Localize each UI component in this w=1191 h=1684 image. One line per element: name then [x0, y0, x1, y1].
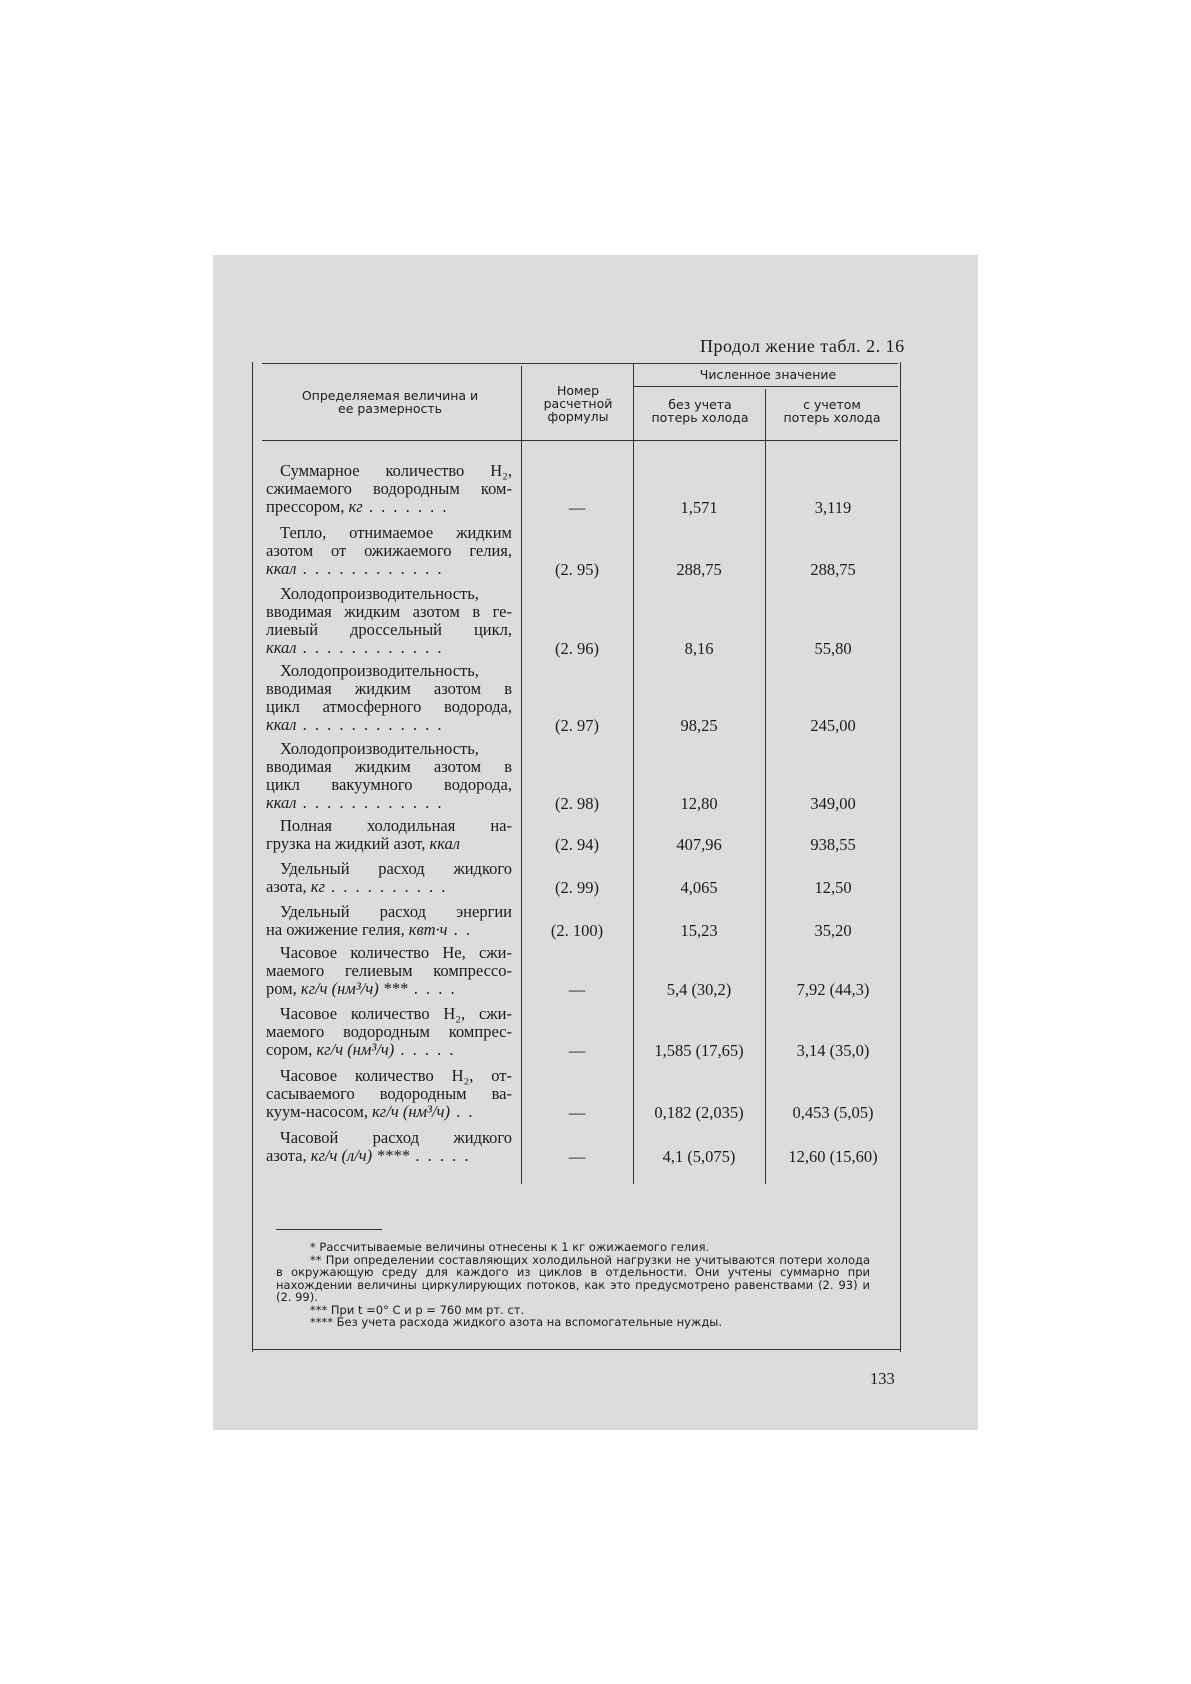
row-label — [266, 860, 512, 896]
row-label-line — [266, 585, 512, 603]
row-label-line — [266, 860, 512, 878]
footnote-4: **** Без учета расхода жидкого азота на вспомогательные нужды. — [310, 1315, 723, 1329]
row-label-text: Удельный расход энергии — [280, 902, 512, 921]
row-value-with-losses: 12,50 — [814, 878, 852, 897]
row-leader-dots: . . . . . — [394, 1040, 456, 1059]
header-without-losses: без учета потерь холода — [651, 397, 749, 425]
row-label-line — [266, 878, 512, 896]
row-value-without-losses: 1,571 — [680, 498, 718, 517]
row-label-text: сжимаемого водородным ком- — [266, 479, 512, 498]
row-leader-dots: . . . . — [407, 979, 457, 998]
row-value-without-losses: 5,4 (30,2) — [666, 980, 732, 999]
row-label-line — [266, 1067, 512, 1085]
header-sub-rule — [634, 386, 898, 387]
row-value-without-losses: 8,16 — [684, 639, 714, 658]
row-value-with-losses: 288,75 — [810, 560, 856, 579]
column-rule-1 — [521, 366, 522, 1184]
row-label — [266, 1129, 512, 1165]
row-label-text: Холодопроизводительность, — [280, 739, 479, 758]
row-label-line — [266, 680, 512, 698]
row-unit: ккал — [266, 559, 297, 578]
row-label-line — [266, 835, 512, 853]
row-label-text: сором, — [266, 1040, 317, 1059]
row-formula: (2. 96) — [555, 639, 599, 658]
row-label-line — [266, 621, 512, 639]
row-label-text: куум-насосом, — [266, 1102, 373, 1121]
row-label-line — [266, 944, 512, 962]
row-value-without-losses: 4,1 (5,075) — [662, 1147, 736, 1166]
row-label-text: сасываемого водородным ва- — [266, 1084, 512, 1103]
row-label-line — [266, 603, 512, 621]
row-label-text: Холодопроизводительность, — [280, 661, 479, 680]
row-label-text: ром, — [266, 979, 301, 998]
row-label — [266, 740, 512, 812]
row-label — [266, 462, 512, 516]
row-value-without-losses: 407,96 — [676, 835, 722, 854]
row-label-text: цикл атмосферного водорода, — [266, 697, 512, 716]
row-label-line — [266, 698, 512, 716]
row-formula: — — [568, 498, 586, 517]
row-value-without-losses: 12,80 — [680, 794, 718, 813]
row-label-line — [266, 662, 512, 680]
row-value-without-losses: 0,182 (2,035) — [654, 1103, 744, 1122]
row-label-text: Тепло, отнимаемое жидким — [280, 523, 512, 542]
row-label-text: азота, — [266, 877, 311, 896]
row-label-text: Полная холодильная на- — [280, 816, 512, 835]
footnote-rule — [276, 1229, 382, 1230]
row-label-text: на ожижение гелия, — [266, 920, 409, 939]
row-label-text: Удельный расход жидкого — [280, 859, 512, 878]
row-formula: — — [568, 980, 586, 999]
row-value-with-losses: 35,20 — [814, 921, 852, 940]
row-label-text: Холодопроизводительность, — [280, 584, 479, 603]
row-formula: (2. 95) — [555, 560, 599, 579]
row-label — [266, 524, 512, 578]
row-value-with-losses: 55,80 — [814, 639, 852, 658]
row-label-line — [266, 542, 512, 560]
row-value-with-losses: 349,00 — [810, 794, 856, 813]
row-label-text: азота, — [266, 1146, 311, 1165]
row-leader-dots: . . . . . . . . . . . . — [296, 638, 444, 657]
row-label-line — [266, 498, 512, 516]
table-bottom-rule — [252, 1349, 900, 1350]
row-value-with-losses: 938,55 — [810, 835, 856, 854]
row-value-with-losses: 3,119 — [814, 498, 852, 517]
row-label-text: вводимая жидким азотом в ге- — [266, 602, 512, 621]
row-value-with-losses: 12,60 (15,60) — [788, 1147, 878, 1166]
row-label-line — [266, 1129, 512, 1147]
footnote-3: *** При t =0° С и p = 760 мм рт. ст. — [310, 1302, 525, 1317]
row-formula: (2. 94) — [555, 835, 599, 854]
row-label-text: маемого гелиевым компрессо- — [266, 961, 512, 980]
column-rule-2 — [633, 364, 634, 1184]
footnotes — [276, 1241, 870, 1329]
row-value-with-losses: 3,14 (35,0) — [796, 1041, 870, 1060]
row-label-text: Часовой расход жидкого — [280, 1128, 512, 1147]
row-leader-dots: . . — [449, 1102, 475, 1121]
row-label-text: Часовое количество He, сжи- — [280, 943, 512, 962]
header-bottom-rule — [262, 440, 898, 441]
row-unit: кг/ч (нм³/ч) — [372, 1102, 450, 1121]
row-leader-dots: . . . . . . . — [362, 497, 449, 516]
row-leader-dots: . . . . . . . . . . . . — [296, 793, 444, 812]
row-leader-dots: . . — [447, 920, 473, 939]
row-label — [266, 585, 512, 657]
row-label-line — [266, 758, 512, 776]
row-label — [266, 817, 512, 853]
row-value-without-losses: 4,065 — [680, 878, 718, 897]
footnote-1: * Рассчитываемые величины отнесены к 1 кг ожижаемого гелия. — [310, 1240, 710, 1254]
row-label-line — [266, 1147, 512, 1165]
row-label-line — [266, 1085, 512, 1103]
row-label-text: грузка на жидкий азот, — [266, 834, 430, 853]
row-unit: квт·ч — [408, 920, 448, 939]
row-label-text: Часовое количество H₂, от- — [280, 1066, 512, 1085]
row-value-with-losses: 7,92 (44,3) — [796, 980, 870, 999]
row-formula: (2. 100) — [550, 921, 604, 940]
row-label-line — [266, 1103, 512, 1121]
row-formula: — — [568, 1147, 586, 1166]
row-unit: ккал — [266, 638, 297, 657]
row-label-line — [266, 560, 512, 578]
row-label-text: Суммарное количество H₂, — [280, 461, 512, 480]
row-label-line — [266, 921, 512, 939]
row-value-with-losses: 0,453 (5,05) — [792, 1103, 874, 1122]
header-with-losses: с учетом потерь холода — [783, 397, 881, 425]
row-unit: ккал — [266, 715, 297, 734]
row-formula: (2. 98) — [555, 794, 599, 813]
row-unit: кг/ч (л/ч) **** — [310, 1146, 410, 1165]
row-unit: ккал — [266, 793, 297, 812]
row-label-line — [266, 716, 512, 734]
row-value-without-losses: 98,25 — [680, 716, 718, 735]
row-leader-dots: . . . . . . . . . . — [324, 877, 448, 896]
row-label-text: лиевый дроссельный цикл, — [266, 620, 512, 639]
row-label — [266, 1067, 512, 1121]
footnote-2: ** При определении составляющих холодильной нагрузки не учитываются потери холода в окружающую среду для каждого из циклов в отдельности. Они учтены суммарно при нахождении величины циркулирующих потоков, как это предусмотрено равенствами (2. 93) и (2. 99). — [276, 1252, 870, 1304]
row-label-line — [266, 980, 512, 998]
row-value-without-losses: 15,23 — [680, 921, 718, 940]
row-label-line — [266, 480, 512, 498]
row-label-line — [266, 462, 512, 480]
row-label — [266, 1005, 512, 1059]
row-label-line — [266, 794, 512, 812]
row-unit: ккал — [429, 834, 460, 853]
table-caption: Продол жение табл. 2. 16 — [700, 336, 905, 356]
row-unit: кг/ч (нм³/ч) — [316, 1040, 395, 1059]
row-unit: кг/ч (нм³/ч) *** — [300, 979, 408, 998]
row-value-with-losses: 245,00 — [810, 716, 856, 735]
row-label-line — [266, 817, 512, 835]
row-value-without-losses: 1,585 (17,65) — [654, 1041, 744, 1060]
row-label-text: вводимая жидким азотом в — [266, 679, 512, 698]
row-formula: (2. 99) — [555, 878, 599, 897]
row-label-line — [266, 1005, 512, 1023]
row-value-without-losses: 288,75 — [676, 560, 722, 579]
row-leader-dots: . . . . . — [409, 1146, 471, 1165]
row-label-line — [266, 776, 512, 794]
row-label-text: прессором, — [266, 497, 349, 516]
row-unit: кг — [348, 497, 363, 516]
row-label — [266, 944, 512, 998]
row-label-text: азотом от ожижаемого гелия, — [266, 541, 512, 560]
row-label-line — [266, 740, 512, 758]
row-leader-dots: . . . . . . . . . . . . — [296, 559, 444, 578]
row-label — [266, 903, 512, 939]
row-label-line — [266, 1023, 512, 1041]
row-label-line — [266, 1041, 512, 1059]
row-label-line — [266, 903, 512, 921]
row-label-text: Часовое количество H₂, сжи- — [280, 1004, 512, 1023]
row-label-text: цикл вакуумного водорода, — [266, 775, 512, 794]
row-leader-dots: . . . . . . . . . . . . — [296, 715, 444, 734]
table-top-rule — [262, 363, 898, 364]
header-numeric: Численное значение — [699, 367, 837, 382]
header-quantity: Определяемая величина и ее размерность — [301, 388, 479, 416]
row-label-text: вводимая жидким азотом в — [266, 757, 512, 776]
row-formula: (2. 97) — [555, 716, 599, 735]
row-label-text: маемого водородным компрес- — [266, 1022, 512, 1041]
row-label — [266, 662, 512, 734]
row-label-line — [266, 962, 512, 980]
row-formula: — — [568, 1041, 586, 1060]
page-number: 133 — [870, 1369, 895, 1388]
header-formula: Номер расчетной формулы — [543, 383, 613, 424]
row-label-line — [266, 524, 512, 542]
row-label-line — [266, 639, 512, 657]
row-formula: — — [568, 1103, 586, 1122]
row-unit: кг — [310, 877, 325, 896]
